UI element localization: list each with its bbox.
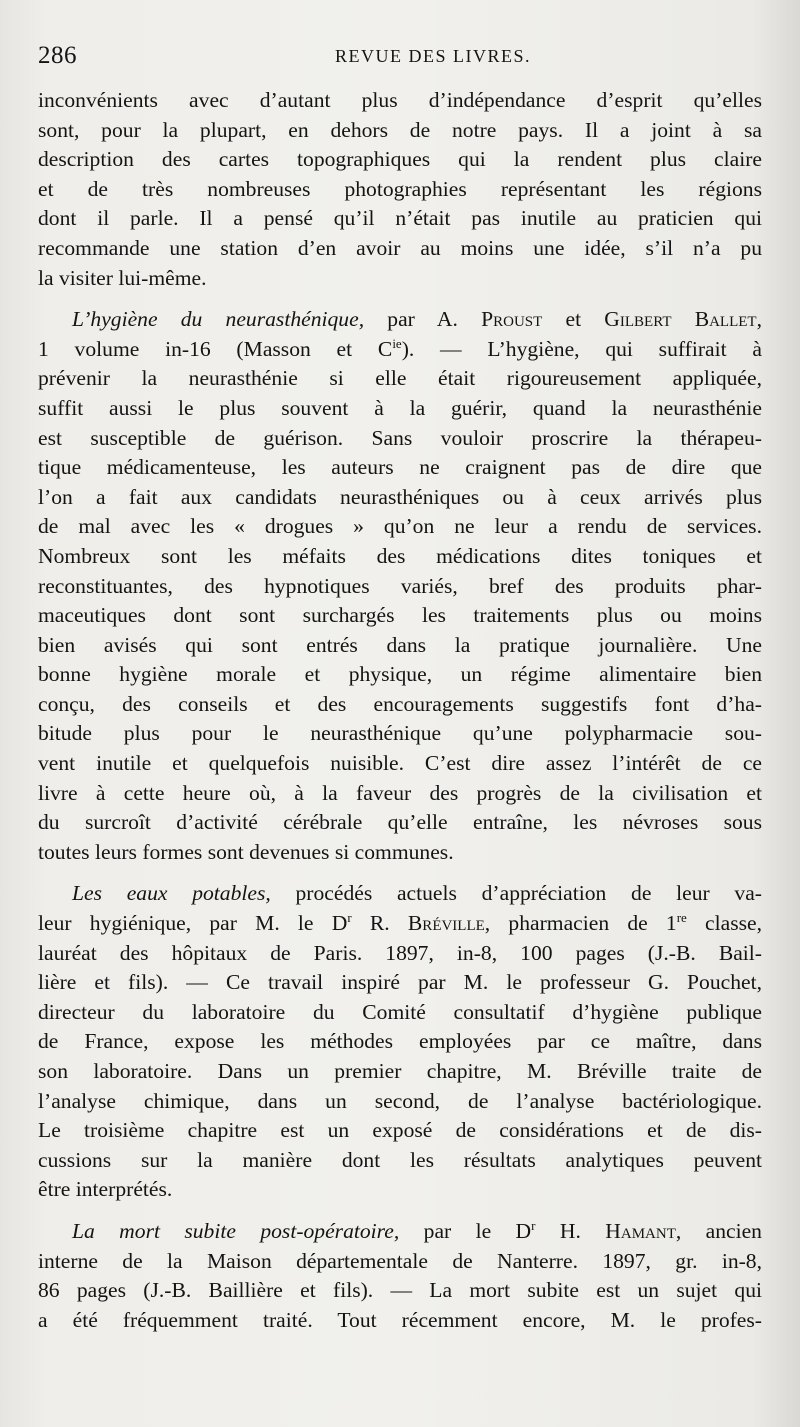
text-run: ie bbox=[392, 335, 402, 351]
text-line bbox=[38, 838, 762, 868]
text-line bbox=[38, 968, 762, 998]
text-line bbox=[38, 1175, 762, 1205]
text-run: conçu, des conseils et des encouragements suggestifs font d’ha- bbox=[38, 691, 762, 716]
text-run: bien avisés qui sont entrés dans la pratique journalière. Une bbox=[38, 632, 762, 657]
text-run: de France, expose les méthodes employées par ce maître, dans bbox=[38, 1029, 762, 1054]
text-run: et bbox=[542, 307, 605, 332]
text-line bbox=[38, 335, 762, 365]
text-run: reconstituantes, des hypnotiques variés, bref des produits phar- bbox=[38, 573, 762, 598]
text-run: suffit aussi le plus souvent à la guérir, quand la neurasthénie bbox=[38, 395, 762, 420]
body-text bbox=[38, 86, 762, 1335]
text-run: , pharmacien de 1 bbox=[484, 911, 677, 936]
text-line bbox=[38, 939, 762, 969]
text-line bbox=[38, 808, 762, 838]
text-line bbox=[38, 204, 762, 234]
text-run: cussions sur la manière dont les résultats analytiques peuvent bbox=[38, 1147, 762, 1172]
text-run: 1 volume in-16 (Masson et C bbox=[38, 336, 393, 361]
text-line bbox=[38, 1306, 762, 1336]
text-line bbox=[38, 512, 762, 542]
text-run: , bbox=[756, 307, 762, 332]
text-line bbox=[38, 364, 762, 394]
text-line bbox=[38, 572, 762, 602]
page-header bbox=[38, 42, 758, 76]
text-run: livre à cette heure où, à la faveur des progrès de la civilisation et bbox=[38, 780, 762, 805]
text-run: Nombreux sont les méfaits des médications dites toniques et bbox=[38, 543, 762, 568]
text-line bbox=[38, 305, 762, 335]
text-run: du surcroît d’activité cérébrale qu’elle entraîne, les névroses sous bbox=[38, 810, 762, 835]
text-run: procédés actuels d’appréciation de leur va- bbox=[270, 881, 762, 906]
text-run: lauréat des hôpitaux de Paris. 1897, in-8, 100 pages (J.-B. Bail- bbox=[38, 940, 762, 965]
text-run: son laboratoire. Dans un premier chapitre, M. Bréville traite de bbox=[38, 1059, 762, 1083]
text-line bbox=[38, 1057, 762, 1087]
text-line bbox=[38, 116, 762, 146]
text-line bbox=[38, 483, 762, 513]
text-run: R. bbox=[351, 911, 408, 936]
text-line bbox=[38, 690, 762, 720]
running-title: REVUE DES LIVRES. bbox=[335, 46, 531, 66]
text-line bbox=[38, 453, 762, 483]
text-line bbox=[38, 424, 762, 454]
text-line bbox=[38, 660, 762, 690]
text-line bbox=[38, 1217, 762, 1247]
text-run: r bbox=[531, 1217, 536, 1233]
text-run: 86 pages (J.-B. Baillière et fils). — La mort subite est un sujet qui bbox=[38, 1278, 762, 1303]
text-run: être interprétés. bbox=[38, 1177, 173, 1202]
text-run: interne de la Maison départementale de Nanterre. 1897, gr. in-8, bbox=[38, 1248, 762, 1273]
paragraph-gap bbox=[38, 867, 762, 879]
text-run: directeur du laboratoire du Comité consultatif d’hygiène publique bbox=[38, 999, 762, 1024]
text-line bbox=[38, 394, 762, 424]
text-run: par A. bbox=[364, 307, 482, 332]
text-line bbox=[38, 542, 762, 572]
text-run: recommande une station d’en avoir au moins une idée, s’il n’a pu bbox=[38, 235, 762, 260]
text-line bbox=[38, 1116, 762, 1146]
text-run: bonne hygiène morale et physique, un régime alimentaire bien bbox=[38, 662, 762, 687]
author-name: Proust bbox=[481, 307, 543, 332]
text-line bbox=[38, 264, 762, 294]
text-run: H. bbox=[535, 1218, 606, 1243]
text-run: , ancien bbox=[675, 1218, 762, 1243]
text-run: bitude plus pour le neurasthénique qu’une polypharmacie sou- bbox=[38, 721, 762, 746]
text-run: la visiter lui-même. bbox=[38, 265, 207, 290]
text-line bbox=[38, 749, 762, 779]
text-run: dont il parle. Il a pensé qu’il n’était pas inutile au praticien qui bbox=[38, 206, 762, 231]
text-line bbox=[38, 1027, 762, 1057]
author-name: Bréville bbox=[407, 911, 485, 936]
text-run: a été fréquemment traité. Tout récemment encore, M. le profes- bbox=[38, 1307, 762, 1332]
text-run: est susceptible de guérison. Sans vouloir proscrire la thérapeu- bbox=[38, 425, 762, 450]
text-run: sont, pour la plupart, en dehors de notre pays. Il a joint à sa bbox=[38, 117, 762, 142]
text-run: toutes leurs formes sont devenues si communes. bbox=[38, 839, 454, 864]
text-run: tique médicamenteuse, les auteurs ne craignent pas de dire que bbox=[38, 455, 762, 480]
text-run: maceutiques dont sont surchargés les traitements plus ou moins bbox=[38, 603, 762, 628]
text-line bbox=[38, 998, 762, 1028]
page-number: 286 bbox=[38, 42, 77, 69]
text-line bbox=[38, 909, 762, 939]
text-line bbox=[38, 1146, 762, 1176]
text-line bbox=[38, 86, 762, 116]
paragraph-gap bbox=[38, 293, 762, 305]
text-run: leur hygiénique, par M. le D bbox=[38, 911, 348, 936]
text-line bbox=[38, 719, 762, 749]
text-run: r bbox=[347, 910, 352, 926]
author-name: Hamant bbox=[605, 1218, 676, 1243]
book-title: Les eaux potables, bbox=[72, 881, 271, 906]
author-name: Gilbert Ballet bbox=[604, 307, 757, 332]
text-run: Le troisième chapitre est un exposé de considérations et de dis- bbox=[38, 1118, 762, 1143]
text-run: description des cartes topographiques qui la rendent plus claire bbox=[38, 147, 762, 172]
text-run: lière et fils). — Ce travail inspiré par M. le professeur G. Pouchet, bbox=[38, 970, 762, 995]
text-line bbox=[38, 601, 762, 631]
book-title: L’hygiène du neurasthénique, bbox=[72, 307, 365, 332]
text-line bbox=[38, 879, 762, 909]
text-run: re bbox=[676, 910, 687, 926]
book-title: La mort subite post-opératoire, bbox=[72, 1218, 400, 1243]
text-run: vent inutile et quelquefois nuisible. C’est dire assez l’intérêt de ce bbox=[38, 751, 762, 776]
text-run: classe, bbox=[686, 911, 762, 936]
text-line bbox=[38, 145, 762, 175]
text-run: et de très nombreuses photographies représentant les régions bbox=[38, 176, 762, 201]
text-line bbox=[38, 175, 762, 205]
text-run: de mal avec les « drogues » qu’on ne leur a rendu de services. bbox=[38, 514, 762, 539]
paragraph bbox=[38, 305, 762, 867]
text-line bbox=[38, 779, 762, 809]
paragraph bbox=[38, 86, 762, 293]
text-run: ). — L’hygiène, qui suffirait à bbox=[401, 336, 762, 361]
text-run: prévenir la neurasthénie si elle était rigoureusement appliquée, bbox=[38, 366, 762, 391]
text-line bbox=[38, 1276, 762, 1306]
text-run: l’analyse chimique, dans un second, de l’analyse bactériologique. bbox=[38, 1088, 762, 1113]
text-line bbox=[38, 1087, 762, 1117]
text-run: par le D bbox=[399, 1218, 532, 1243]
text-line bbox=[38, 1247, 762, 1277]
text-run: l’on a fait aux candidats neurasthéniques ou à ceux arrivés plus bbox=[38, 484, 762, 509]
paragraph bbox=[38, 1217, 762, 1335]
text-line bbox=[38, 631, 762, 661]
paragraph bbox=[38, 879, 762, 1205]
paragraph-gap bbox=[38, 1205, 762, 1217]
text-run: inconvénients avec d’autant plus d’indépendance d’esprit qu’elles bbox=[38, 88, 762, 112]
text-line bbox=[38, 234, 762, 264]
